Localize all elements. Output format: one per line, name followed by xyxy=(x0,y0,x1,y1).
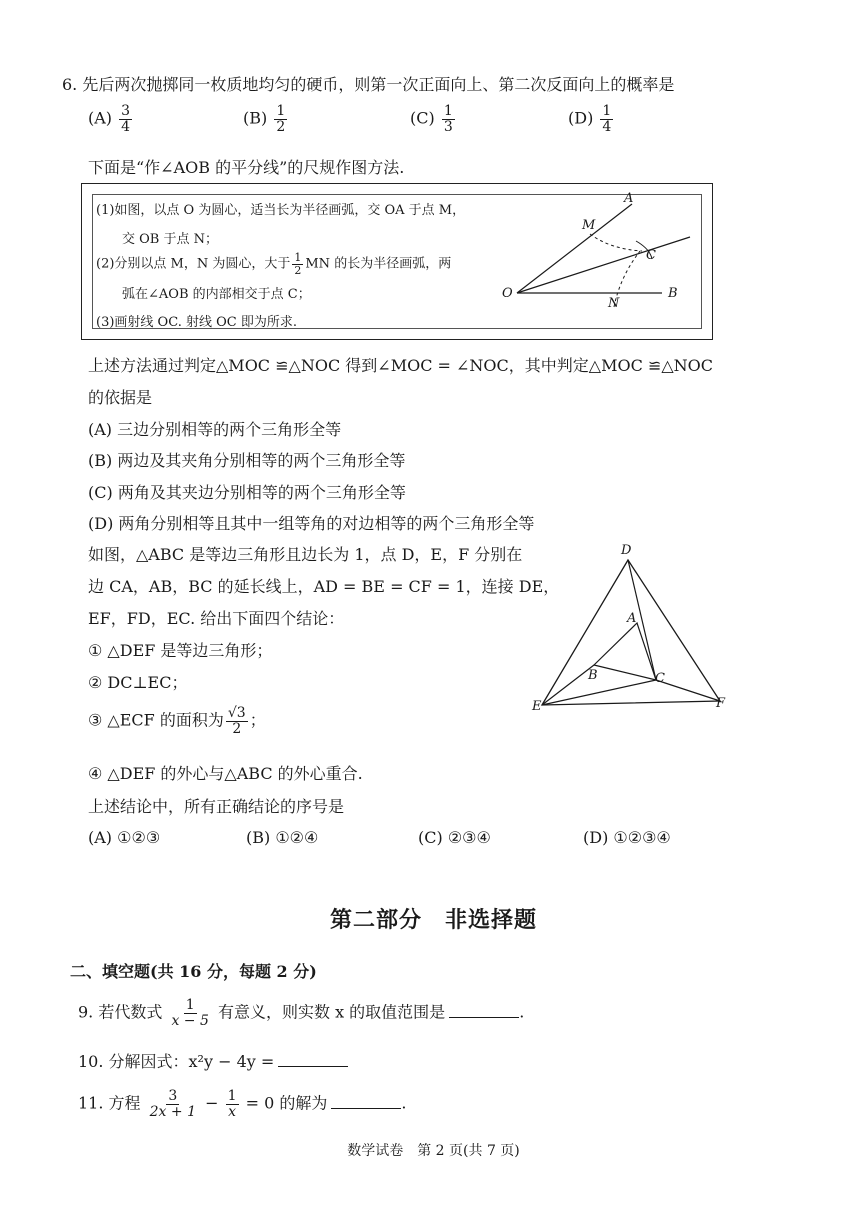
q8-option-d: (D) ①②③④ xyxy=(583,828,671,847)
step-2b: 弧在∠AOB 的内部相交于点 C； xyxy=(122,287,311,302)
fraction xyxy=(148,1089,198,1119)
q8-conclusion-3 xyxy=(88,706,266,736)
fraction-denominator: 3 xyxy=(443,118,453,135)
fraction-numerator: 1 xyxy=(185,997,195,1013)
q7-option-d: (D) 两角分别相等且其中一组等角的对边相等的两个三角形全等 xyxy=(88,514,535,533)
fraction-numerator: √3 xyxy=(227,705,246,721)
fraction-denominator: 2 xyxy=(276,118,286,135)
q6-option-d xyxy=(568,104,615,134)
arc-from-m xyxy=(590,234,642,251)
fraction-numerator: 3 xyxy=(168,1088,178,1104)
fraction-denominator: 2 xyxy=(294,263,302,277)
segment-cf xyxy=(656,680,720,701)
q8-option-a: (A) ①②③ xyxy=(88,828,161,847)
conclusion-3-pre: ③ △ECF 的面积为 xyxy=(88,710,224,730)
label-c: C xyxy=(655,671,665,686)
option-label: (A) xyxy=(88,108,113,128)
triangle-abc xyxy=(594,623,656,680)
label-o: O xyxy=(502,286,513,301)
q9 xyxy=(78,998,524,1028)
step-2a-pre: (2)分别以点 M，N 为圆心，大于 xyxy=(96,256,291,272)
q8-option-b: (B) ①②④ xyxy=(246,828,319,847)
minus-sign: − xyxy=(205,1093,219,1113)
fraction xyxy=(600,104,613,134)
step-1a: (1)如图，以点 O 为圆心，适当长为半径画弧，交 OA 于点 M， xyxy=(96,203,466,218)
step-3: (3)画射线 OC. 射线 OC 即为所求. xyxy=(96,315,297,330)
option-label: (D) xyxy=(568,108,594,128)
fraction-denominator: 4 xyxy=(602,118,612,135)
ray-oa xyxy=(517,204,632,293)
fraction-denominator: 2x + 1 xyxy=(149,1103,196,1120)
fraction-numerator: 1 xyxy=(294,251,302,264)
step-1b: 交 OB 于点 N； xyxy=(122,232,218,247)
q11-pre: 11. 方程 xyxy=(78,1093,141,1113)
q6-stem: 6. 先后两次抛掷同一枚质地均匀的硬币，则第一次正面向上、第二次反面向上的概率是 xyxy=(62,75,675,94)
fraction xyxy=(274,104,287,134)
q10-text: 10. 分解因式：x²y − 4y = xyxy=(78,1052,275,1071)
fill-in-section-heading: 二、填空题(共 16 分，每题 2 分) xyxy=(70,962,317,981)
option-label: (C) xyxy=(410,108,435,128)
label-a: A xyxy=(624,191,634,206)
fraction xyxy=(169,998,210,1028)
answer-blank[interactable] xyxy=(278,1052,348,1067)
q8-ask: 上述结论中，所有正确结论的序号是 xyxy=(88,797,345,816)
q8-line2: 边 CA，AB，BC 的延长线上，AD = BE = CF = 1，连接 DE， xyxy=(88,577,560,596)
fraction-numerator: 1 xyxy=(227,1088,237,1104)
q8-conclusion-1: ① △DEF 是等边三角形； xyxy=(88,641,273,660)
q7-option-a: (A) 三边分别相等的两个三角形全等 xyxy=(88,420,342,439)
fraction-numerator: 3 xyxy=(121,103,131,119)
step-2a-post: MN 的长为半径画弧，两 xyxy=(305,256,452,272)
page-footer: 数学试卷 第 2 页(共 7 页) xyxy=(347,1143,520,1159)
answer-blank[interactable] xyxy=(331,1094,401,1109)
fraction-numerator: 1 xyxy=(602,103,612,119)
label-d: D xyxy=(621,543,632,558)
fraction xyxy=(119,104,132,134)
construction-box xyxy=(81,183,713,340)
fraction-numerator: 1 xyxy=(443,103,453,119)
fraction xyxy=(226,706,248,736)
label-f: F xyxy=(716,696,726,711)
q8-conclusion-2: ② DC⊥EC； xyxy=(88,673,188,692)
q10 xyxy=(78,1049,348,1072)
fraction xyxy=(226,1089,239,1119)
q7-stem-line2: 的依据是 xyxy=(88,388,153,407)
q7-intro: 下面是“作∠AOB 的平分线”的尺规作图方法. xyxy=(88,158,405,177)
option-label: (B) xyxy=(243,108,268,128)
label-e: E xyxy=(532,699,542,714)
answer-blank[interactable] xyxy=(449,1003,519,1018)
label-m: M xyxy=(582,218,596,233)
label-a: A xyxy=(627,611,637,626)
step-2a xyxy=(96,252,451,276)
q9-pre: 9. 若代数式 xyxy=(78,1002,163,1022)
fraction-numerator: 1 xyxy=(276,103,286,119)
q11-end: . xyxy=(401,1093,407,1113)
q6-option-b xyxy=(243,104,289,134)
q7-option-b: (B) 两边及其夹角分别相等的两个三角形全等 xyxy=(88,451,406,470)
fraction-denominator: 4 xyxy=(121,118,131,135)
q11-post: = 0 的解为 xyxy=(245,1093,328,1113)
q11 xyxy=(78,1089,406,1119)
part-2-title: 第二部分 非选择题 xyxy=(329,907,537,933)
ray-oc xyxy=(517,237,690,293)
fraction-denominator: 2 xyxy=(232,720,242,737)
q7-option-c: (C) 两角及其夹边分别相等的两个三角形全等 xyxy=(88,483,406,502)
q8-line1: 如图，△ABC 是等边三角形且边长为 1，点 D，E，F 分别在 xyxy=(88,545,523,564)
label-c: C xyxy=(646,248,656,263)
q6-option-a xyxy=(88,104,134,134)
q7-stem-line1: 上述方法通过判定△MOC ≌△NOC 得到∠MOC = ∠NOC，其中判定△MOC ≌△NOC xyxy=(88,356,713,375)
triangle-def xyxy=(542,560,720,705)
q9-end: . xyxy=(519,1002,525,1022)
conclusion-3-post: ； xyxy=(249,710,266,730)
fraction xyxy=(292,252,303,276)
q8-line3: EF，FD，EC. 给出下面四个结论： xyxy=(88,609,345,628)
fraction xyxy=(442,104,455,134)
label-b: B xyxy=(588,668,598,683)
q6-option-c xyxy=(410,104,457,134)
q9-post: 有意义，则实数 x 的取值范围是 xyxy=(217,1002,446,1022)
label-n: N xyxy=(608,296,620,311)
label-b: B xyxy=(668,286,678,301)
q8-conclusion-4: ④ △DEF 的外心与△ABC 的外心重合. xyxy=(88,764,363,783)
angle-bisector-figure xyxy=(492,189,707,314)
q8-option-c: (C) ②③④ xyxy=(418,828,491,847)
triangle-figure xyxy=(525,538,740,718)
fraction-denominator: x xyxy=(228,1103,236,1120)
fraction-denominator: x − 5 xyxy=(171,1012,209,1029)
